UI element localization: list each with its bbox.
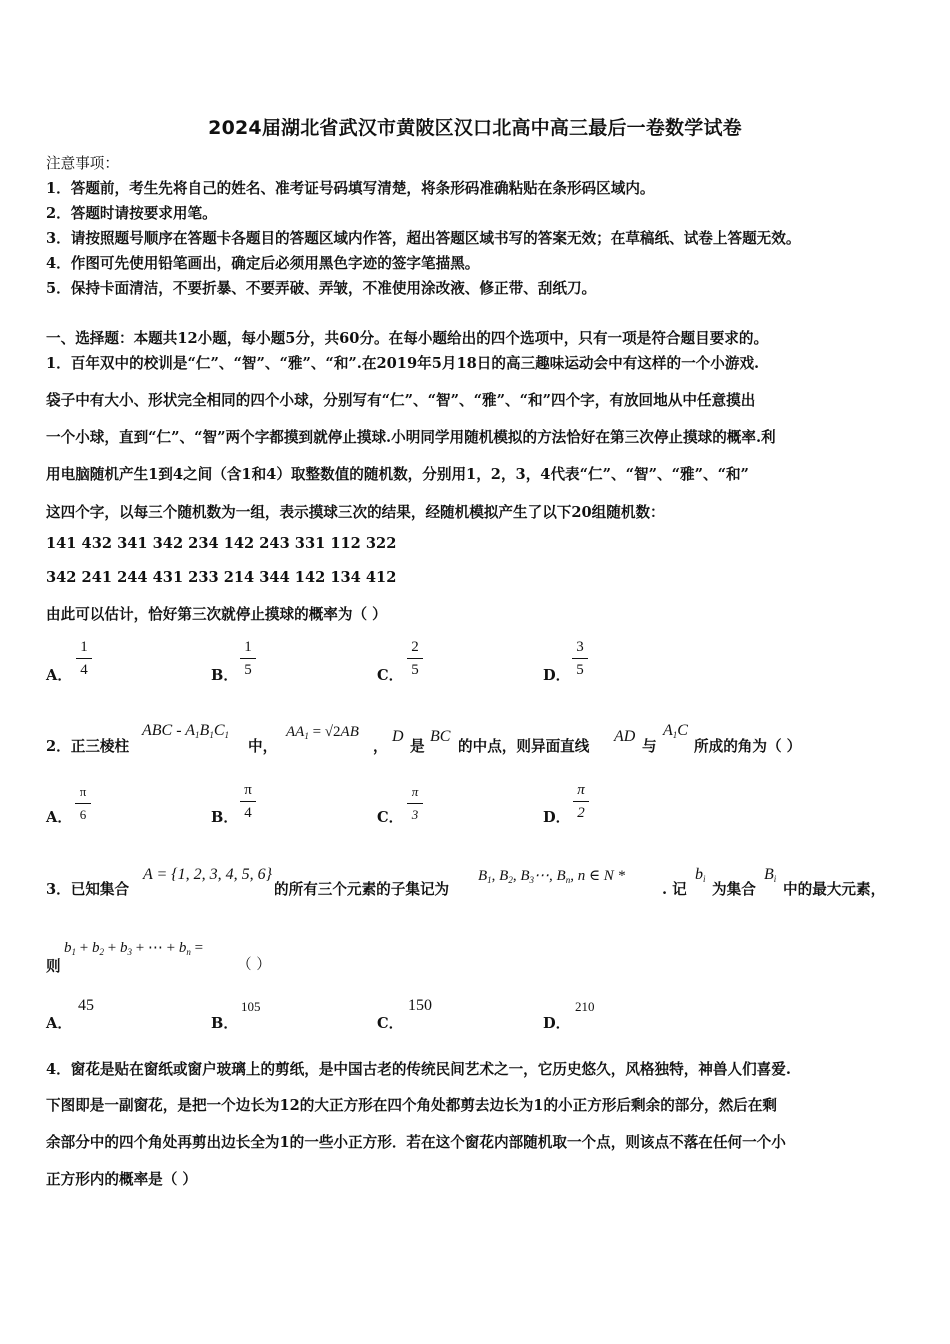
q1-line: 这四个字，以每三个随机数为一组，表示摸球三次的结果，经随机模拟产生了以下20组随机数： bbox=[46, 504, 665, 521]
ab: AB bbox=[340, 724, 359, 740]
q2-angle: 所成的角为（ ） bbox=[694, 738, 802, 755]
q3-option-b-value: 105 bbox=[241, 999, 261, 1014]
notice-item: 5．保持卡面清洁，不要折暴、不要弄破、弄皱，不准使用涂改液、修正带、刮纸刀。 bbox=[46, 280, 597, 297]
q1-option-b-value bbox=[238, 638, 258, 679]
c: C bbox=[677, 722, 688, 739]
q3-option-b-label: B． bbox=[211, 1015, 238, 1032]
aa: AA bbox=[286, 724, 305, 740]
sub: 3 bbox=[127, 947, 132, 957]
q2-option-a-label: A． bbox=[46, 809, 72, 826]
sqrt: √2 bbox=[324, 724, 341, 740]
sub: 1 bbox=[209, 730, 214, 740]
q3-largest: 中的最大元素， bbox=[783, 881, 886, 898]
q4-line: 余部分中的四个角处再剪出边长全为1的一些小正方形．若在这个窗花内部随机取一个点，则该点不落在任何一个小 bbox=[46, 1134, 786, 1151]
q3-paren: （ ） bbox=[237, 956, 271, 973]
plus: + ⋯ + bbox=[131, 940, 179, 956]
q3-option-c-value: 150 bbox=[408, 997, 432, 1014]
denominator: 4 bbox=[244, 805, 252, 821]
numerator: π bbox=[411, 784, 419, 799]
q4-line: 正方形内的概率是（ ） bbox=[46, 1171, 198, 1188]
q3-bi bbox=[695, 866, 706, 884]
numerator: π bbox=[244, 782, 252, 798]
q3-prefix: 3．已知集合 bbox=[46, 881, 130, 898]
sub: 3 bbox=[529, 875, 535, 885]
sub: 1 bbox=[304, 731, 309, 741]
rest: ⋯, B bbox=[534, 868, 566, 884]
q2-option-b-value bbox=[238, 781, 258, 822]
sub: i bbox=[703, 874, 706, 884]
sub: 1 bbox=[195, 730, 200, 740]
b: b bbox=[119, 940, 128, 956]
numerator: 1 bbox=[80, 639, 88, 655]
b: B bbox=[764, 866, 774, 883]
q2-option-d-value bbox=[571, 781, 591, 822]
numerator: π bbox=[577, 782, 585, 798]
q3-Bi bbox=[764, 866, 776, 884]
denominator: 5 bbox=[411, 662, 419, 678]
comma: , bbox=[491, 868, 500, 884]
q2-comma: ， bbox=[373, 738, 388, 755]
q1-option-c-value bbox=[405, 638, 425, 679]
q1-line: 一个小球，直到“仁”、“智”两个字都摸到就停止摸球.小明同学用随机模拟的方法恰好在第三次停止摸球的概率.利 bbox=[46, 429, 776, 446]
q3-is-max: 为集合 bbox=[712, 881, 756, 898]
comma: , bbox=[512, 868, 521, 884]
q1-random-row: 141 432 341 342 234 142 243 331 112 322 bbox=[46, 535, 397, 552]
q3-option-a-value: 45 bbox=[78, 997, 94, 1014]
q3-option-a-label: A． bbox=[46, 1015, 72, 1032]
eq-sign: = bbox=[194, 940, 204, 956]
a: A bbox=[663, 722, 673, 739]
q2-ad: AD bbox=[614, 728, 636, 745]
sub: i bbox=[773, 874, 777, 884]
sub: 2 bbox=[99, 947, 104, 957]
q2-option-c-label: C． bbox=[377, 809, 404, 826]
q4-line: 4．窗花是贴在窗纸或窗户玻璃上的剪纸，是中国古老的传统民间艺术之一，它历史悠久，风格独特，神兽人们喜爱. bbox=[46, 1061, 791, 1078]
q3-set: A = {1, 2, 3, 4, 5, 6} bbox=[143, 866, 273, 883]
denominator: 4 bbox=[80, 662, 88, 678]
sub: 1 bbox=[672, 730, 678, 740]
plus: + bbox=[76, 940, 92, 956]
q3-sum bbox=[64, 938, 203, 957]
fraction-bar bbox=[573, 801, 589, 802]
fraction-bar bbox=[407, 658, 423, 659]
denominator: 5 bbox=[576, 662, 584, 678]
q1-line: 1．百年双中的校训是“仁”、“智”、“雅”、“和”.在2019年5月18日的高三趣味运动会中有这样的一个小游戏. bbox=[46, 355, 760, 372]
sub: 2 bbox=[508, 875, 513, 885]
eq: = bbox=[308, 724, 325, 740]
b: B bbox=[499, 868, 509, 884]
prism-c: C bbox=[213, 722, 225, 739]
q1-random-row: 342 241 244 431 233 214 344 142 134 412 bbox=[46, 569, 397, 586]
q1-option-a-value bbox=[74, 638, 94, 679]
notice-item: 4．作图可先使用铅笔画出，确定后必须用黑色字迹的签字笔描黑。 bbox=[46, 255, 480, 272]
fraction-bar bbox=[76, 658, 92, 659]
fraction-bar bbox=[240, 801, 256, 802]
q3-mid: 的所有三个元素的子集记为 bbox=[274, 881, 450, 898]
numerator: π bbox=[79, 784, 87, 799]
prism-a: ABC - A bbox=[142, 722, 196, 739]
notice-heading: 注意事项： bbox=[46, 155, 119, 172]
q2-a1c bbox=[663, 722, 688, 740]
q4-line: 下图即是一副窗花，是把一个边长为12的大正方形在四个角处都剪去边长为1的小正方形后剩余的部分，然后在剩 bbox=[46, 1097, 777, 1114]
plus: + bbox=[103, 940, 120, 956]
q2-option-b-label: B． bbox=[211, 809, 238, 826]
sub: 1 bbox=[224, 730, 229, 740]
b: B bbox=[520, 868, 530, 884]
b: b bbox=[178, 940, 187, 956]
q1-option-d-label: D． bbox=[543, 667, 571, 684]
in: , n ∈ N * bbox=[570, 868, 626, 884]
b: b bbox=[64, 940, 72, 956]
denominator: 3 bbox=[411, 807, 419, 822]
section-heading: 一、选择题：本题共12小题，每小题5分，共60分。在每小题给出的四个选项中，只有一项是符合题目要求的。 bbox=[46, 330, 769, 347]
q2-d: D bbox=[392, 728, 404, 745]
q1-option-b-label: B． bbox=[211, 667, 238, 684]
sub: n bbox=[565, 875, 571, 885]
q2-with: 与 bbox=[642, 738, 657, 755]
q3-option-d-value: 210 bbox=[575, 999, 595, 1014]
denominator: 6 bbox=[79, 807, 87, 822]
prism-b: B bbox=[199, 722, 210, 739]
numerator: 1 bbox=[244, 639, 252, 655]
q1-option-d-value bbox=[570, 638, 590, 679]
q2-option-a-value bbox=[73, 783, 93, 824]
q1-line: 袋子中有大小、形状完全相同的四个小球，分别写有“仁”、“智”、“雅”、“和”四个字，有放回地从中任意摸出 bbox=[46, 392, 756, 409]
numerator: 2 bbox=[411, 639, 419, 655]
q3-then: 则 bbox=[46, 958, 61, 975]
q2-aa1-eq bbox=[286, 724, 359, 741]
notice-item: 2．答题时请按要求用笔。 bbox=[46, 205, 217, 222]
fraction-bar bbox=[75, 803, 91, 804]
q2-bc: BC bbox=[430, 728, 451, 745]
q1-line: 用电脑随机产生1到4之间（含1和4）取整数值的随机数，分别用1，2，3，4代表“仁”、“智”、“雅”、“和” bbox=[46, 466, 749, 483]
b: b bbox=[695, 866, 703, 883]
fraction-bar bbox=[407, 803, 423, 804]
q2-option-d-label: D． bbox=[543, 809, 571, 826]
denominator: 5 bbox=[244, 662, 252, 678]
q2-mid1: 中， bbox=[248, 738, 278, 755]
b: b bbox=[91, 940, 100, 956]
q2-prefix: 2．正三棱柱 bbox=[46, 738, 130, 755]
q2-prism bbox=[142, 722, 229, 740]
denominator: 2 bbox=[577, 805, 585, 821]
q2-midpoint: 的中点，则异面直线 bbox=[458, 738, 590, 755]
fraction-bar bbox=[240, 658, 256, 659]
q3-option-d-label: D． bbox=[543, 1015, 571, 1032]
numerator: 3 bbox=[576, 639, 584, 655]
sub: 1 bbox=[487, 875, 492, 885]
q2-option-c-value bbox=[405, 783, 425, 824]
notice-item: 3．请按照题号顺序在答题卡各题目的答题区域内作答，超出答题区域书写的答案无效；在草稿纸、试卷上答题无效。 bbox=[46, 230, 801, 247]
q1-option-a-label: A． bbox=[46, 667, 72, 684]
q1-option-c-label: C． bbox=[377, 667, 404, 684]
q3-option-c-label: C． bbox=[377, 1015, 404, 1032]
b: B bbox=[478, 868, 488, 884]
sub: n bbox=[186, 947, 191, 957]
q1-line: 由此可以估计，恰好第三次就停止摸球的概率为（ ） bbox=[46, 606, 387, 623]
q2-is: 是 bbox=[410, 738, 425, 755]
notice-item: 1．答题前，考生先将自己的姓名、准考证号码填写清楚，将条形码准确粘贴在条形码区域内。 bbox=[46, 180, 655, 197]
fraction-bar bbox=[572, 658, 588, 659]
page-title: 2024届湖北省武汉市黄陂区汉口北高中高三最后一卷数学试卷 bbox=[208, 117, 742, 139]
q3-dot: . 记 bbox=[662, 881, 687, 898]
q3-subsets bbox=[478, 866, 625, 885]
sub: 1 bbox=[71, 947, 76, 957]
